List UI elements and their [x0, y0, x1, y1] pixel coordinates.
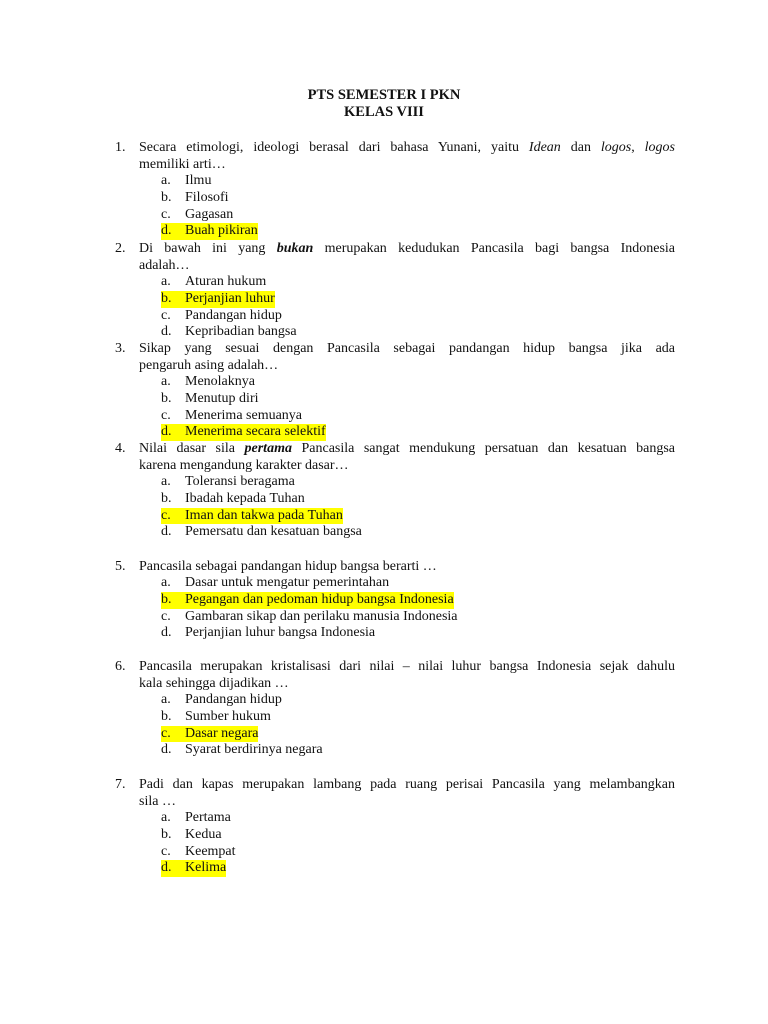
option-b-correct[interactable]: b. Pegangan dan pedoman hidup bangsa Indonesia	[161, 591, 454, 607]
option-a[interactable]: a. Toleransi beragama	[161, 474, 295, 489]
option-c[interactable]: c. Gambaran sikap dan perilaku manusia Indonesia	[161, 608, 458, 624]
option-list	[115, 575, 675, 642]
question-text: Sikap yang sesuai dengan Pancasila sebagai pandangan hidup bangsa jika ada	[139, 341, 675, 356]
option-a[interactable]: a. Pandangan hidup	[161, 692, 282, 707]
option-a[interactable]: a. Aturan hukum	[161, 274, 267, 289]
question-number: 6.	[115, 659, 126, 674]
option-list	[115, 173, 675, 240]
question-1	[115, 139, 675, 240]
question-text-cont: karena mengandung karakter dasar…	[139, 458, 349, 473]
question-text: Nilai dasar sila pertama Pancasila sangat mendukung persatuan dan kesatuan bangsa	[139, 441, 675, 456]
option-d[interactable]: d. Syarat berdirinya negara	[161, 742, 323, 758]
question-text: Padi dan kapas merupakan lambang pada ruang perisai Pancasila yang melambangkan	[139, 777, 675, 792]
option-c[interactable]: c. Gagasan	[161, 206, 234, 222]
question-2	[115, 240, 675, 341]
question-text: Pancasila merupakan kristalisasi dari nilai – nilai luhur bangsa Indonesia sejak dahulu	[139, 659, 675, 674]
option-c[interactable]: c. Menerima semuanya	[161, 407, 303, 423]
option-c-correct[interactable]: c. Dasar negara	[161, 725, 259, 741]
option-c[interactable]: c. Keempat	[161, 843, 236, 859]
option-b[interactable]: b. Sumber hukum	[161, 708, 271, 724]
question-text: Secara etimologi, ideologi berasal dari bahasa Yunani, yaitu Idean dan logos, logos	[139, 140, 676, 155]
option-b[interactable]: b. Ibadah kepada Tuhan	[161, 490, 305, 506]
question-text-cont: adalah…	[139, 258, 190, 273]
option-d[interactable]: d. Pemersatu dan kesatuan bangsa	[161, 524, 362, 540]
option-d[interactable]: d. Kepribadian bangsa	[161, 324, 297, 340]
question-3	[115, 340, 675, 441]
option-a[interactable]: a. Dasar untuk mengatur pemerintahan	[161, 575, 390, 590]
question-text-cont: pengaruh asing adalah…	[139, 358, 279, 373]
option-b[interactable]: b. Filosofi	[161, 189, 229, 205]
option-a[interactable]: a. Ilmu	[161, 173, 212, 188]
question-7	[115, 776, 675, 877]
option-b-correct[interactable]: b. Perjanjian luhur	[161, 290, 275, 306]
question-4	[115, 440, 675, 541]
question-5	[115, 558, 675, 642]
question-text-cont: sila …	[139, 794, 176, 809]
question-text-cont: memiliki arti…	[139, 157, 226, 172]
option-b[interactable]: b. Menutup diri	[161, 390, 259, 406]
option-a[interactable]: a. Pertama	[161, 810, 231, 825]
option-a[interactable]: a. Menolaknya	[161, 374, 255, 389]
option-c-correct[interactable]: c. Iman dan takwa pada Tuhan	[161, 507, 343, 523]
option-b[interactable]: b. Kedua	[161, 826, 222, 842]
question-text: Di bawah ini yang bukan merupakan kedudukan Pancasila bagi bangsa Indonesia	[139, 241, 676, 256]
document-subtitle: KELAS VIII	[344, 104, 424, 120]
option-list	[115, 374, 675, 441]
question-number: 2.	[115, 241, 126, 256]
option-d-correct[interactable]: d. Kelima	[161, 860, 227, 876]
question-text-cont: kala sehingga dijadikan …	[139, 676, 289, 691]
option-c[interactable]: c. Pandangan hidup	[161, 307, 282, 323]
question-number: 1.	[115, 140, 126, 155]
option-d-correct[interactable]: d. Buah pikiran	[161, 223, 258, 239]
option-d-correct[interactable]: d. Menerima secara selektif	[161, 424, 326, 440]
question-6	[115, 658, 675, 759]
question-number: 5.	[115, 559, 126, 574]
option-list	[115, 692, 675, 759]
option-d[interactable]: d. Perjanjian luhur bangsa Indonesia	[161, 625, 376, 641]
option-list	[115, 474, 675, 541]
option-list	[115, 274, 675, 341]
option-list	[115, 810, 675, 877]
document-title: PTS SEMESTER I PKN	[307, 87, 461, 103]
question-number: 7.	[115, 777, 126, 792]
question-text: Pancasila sebagai pandangan hidup bangsa berarti …	[139, 559, 437, 574]
question-number: 4.	[115, 441, 126, 456]
question-number: 3.	[115, 341, 126, 356]
